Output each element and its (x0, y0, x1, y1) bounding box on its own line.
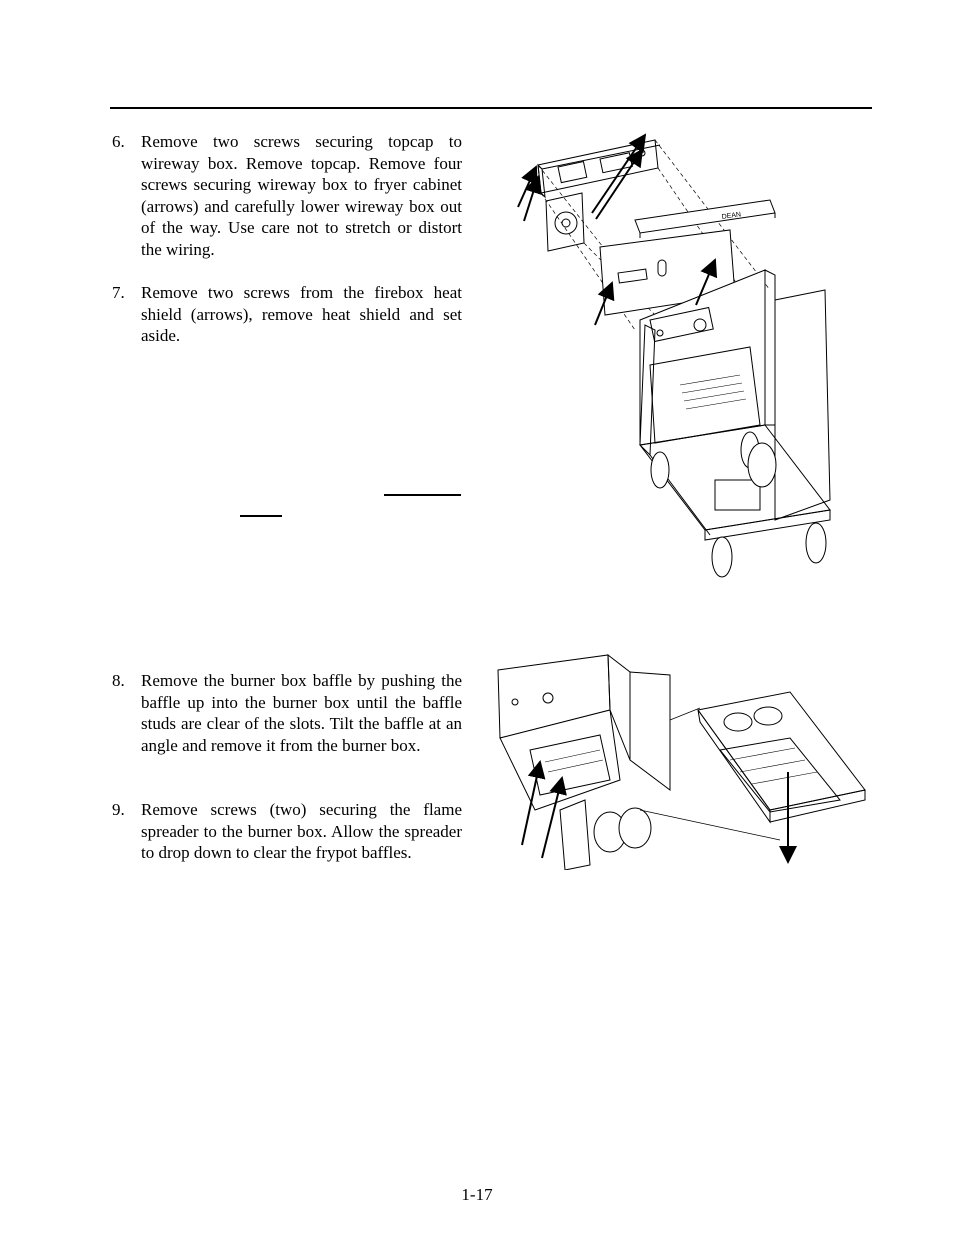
step-6 (112, 131, 462, 260)
underline-mark (240, 515, 282, 517)
brand-label: DEAN (721, 211, 742, 221)
step-number: 9. (112, 800, 125, 819)
fryer-cabinet-exploded-figure (500, 125, 850, 595)
step-text: Remove two screws securing topcap to wireway box. Remove topcap. Remove four screws securing wireway box to fryer cabinet (arrows) and carefully lower wireway box out of the way. Use care not to stretch or distort the wiring. (141, 132, 462, 259)
step-text: Remove two screws from the firebox heat shield (arrows), remove heat shield and set aside. (141, 283, 462, 345)
step-number: 7. (112, 283, 125, 302)
step-text: Remove the burner box baffle by pushing the baffle up into the burner box until the baffle studs are clear of the slots. Tilt the baffle at an angle and remove it from the burner box. (141, 671, 462, 755)
step-9 (112, 799, 462, 864)
step-7 (112, 282, 462, 347)
step-8 (112, 670, 462, 756)
step-number: 6. (112, 132, 125, 151)
page-number: 1-17 (461, 1185, 493, 1204)
underline-mark (384, 494, 461, 496)
step-number: 8. (112, 671, 125, 690)
step-text: Remove screws (two) securing the flame spreader to the burner box. Allow the spreader to drop down to clear the frypot baffles. (141, 800, 462, 862)
header-rule (110, 107, 872, 109)
burner-box-baffle-figure (490, 650, 875, 870)
